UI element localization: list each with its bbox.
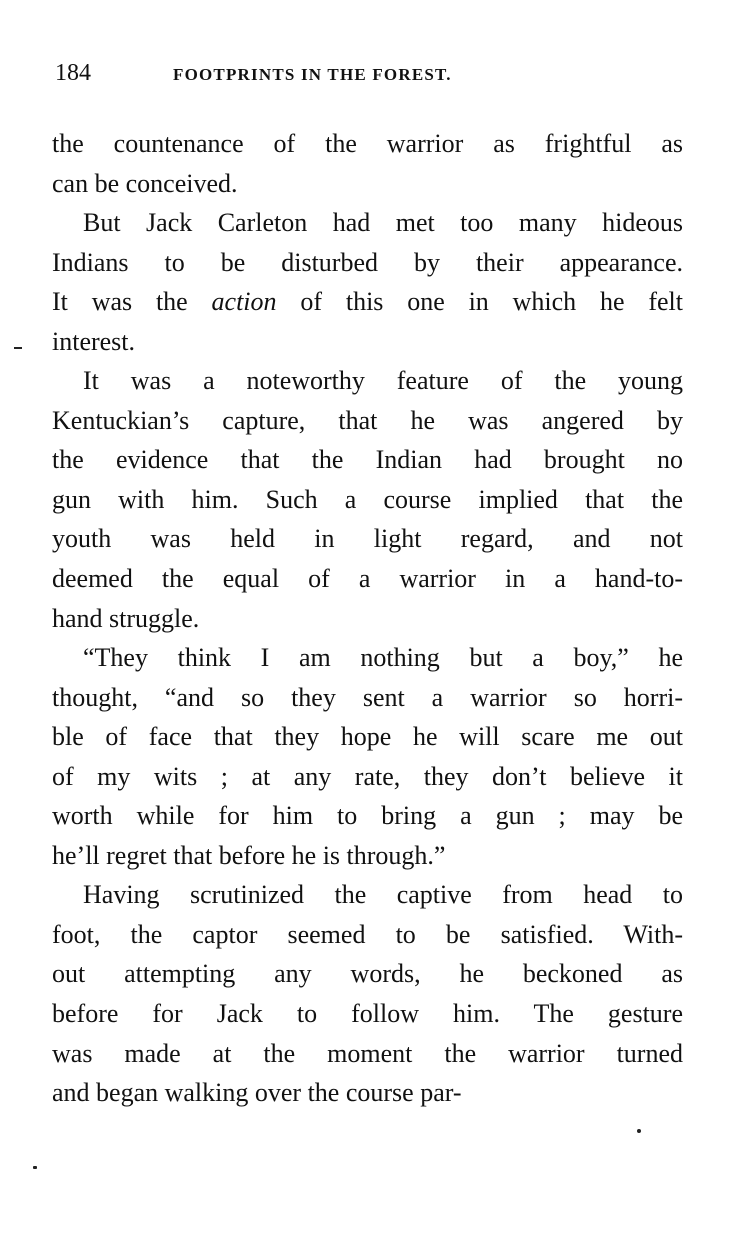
paragraph [52,203,683,361]
text-line: “They think I am nothing but a boy,” he [83,643,683,673]
text-line: ble of face that they hope he will scare me out [52,722,683,752]
running-title: FOOTPRINTS IN THE FOREST. [173,65,452,84]
text-line: can be conceived. [52,168,238,198]
text-line: hand struggle. [52,603,200,633]
page-header [55,60,695,96]
text-line: the countenance of the warrior as frightful as [52,129,683,158]
page-number: 184 [55,60,91,86]
scan-speck [14,347,22,349]
text-line: youth was held in light regard, and not [52,524,683,554]
text-line: before for Jack to follow him. The gesture [52,999,683,1029]
text-line: of my wits ; at any rate, they don’t believe it [52,761,683,791]
paragraph [52,638,683,875]
body-text [52,124,683,1113]
italic-emphasis: action [211,287,277,317]
scan-speck [637,1129,641,1133]
text-line: was made at the moment the warrior turned [52,1038,683,1068]
text-line: deemed the equal of a warrior in a hand-to- [52,564,683,594]
text-line: Indians to be disturbed by their appearance. [52,247,683,277]
text-line: It was the action of this one in which he felt [52,287,683,317]
text-line: interest. [52,326,136,356]
text-line: But Jack Carleton had met too many hideous [83,208,683,238]
text-line: thought, “and so they sent a warrior so horri- [52,682,683,712]
paragraph [52,124,683,203]
text-line: worth while for him to bring a gun ; may be [52,801,683,831]
paragraph [52,875,683,1112]
text-line: It was a noteworthy feature of the young [83,366,683,396]
scan-speck [33,1166,37,1169]
text-line: foot, the captor seemed to be satisfied. With- [52,919,683,949]
text-line: Having scrutinized the captive from head to [83,880,683,910]
text-line: he’ll regret that before he is through.” [52,840,446,870]
text-line: Kentuckian’s capture, that he was angered by [52,405,683,435]
text-line: gun with him. Such a course implied that the [52,484,683,514]
text-line: and began walking over the course par- [52,1078,462,1108]
text-line: out attempting any words, he beckoned as [52,959,683,989]
text-line: the evidence that the Indian had brought no [52,445,683,475]
paragraph [52,361,683,638]
